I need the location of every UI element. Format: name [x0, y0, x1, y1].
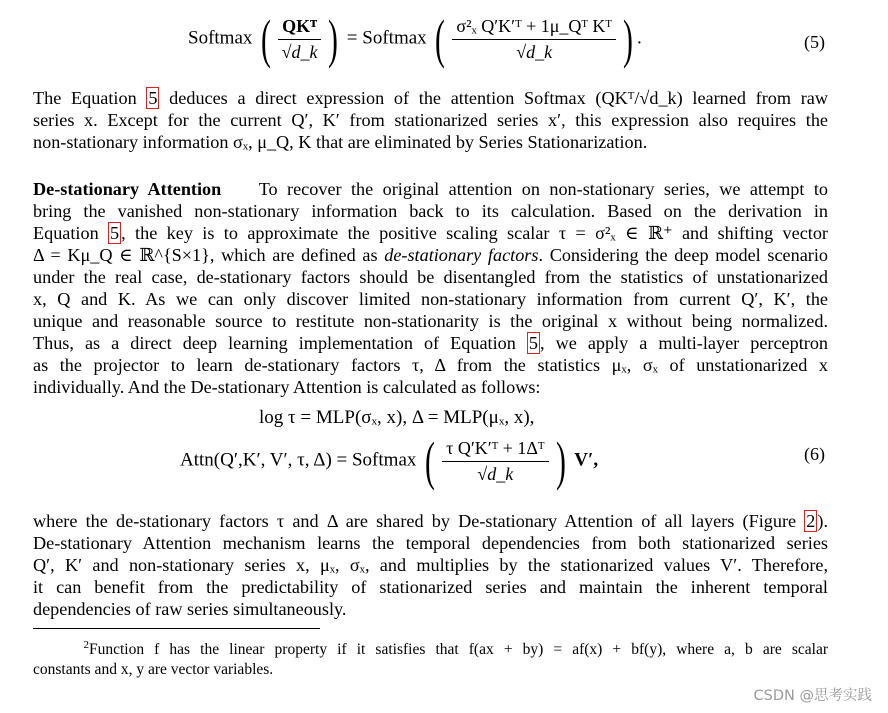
- p3-line-1: where the de-stationary factors τ and Δ are shared by De-stationary Attention of all layers (Figure 2 ).: [33, 511, 828, 531]
- p2-line-4: Δ = Kμ_Q ∈ ℝ^{S×1}, which are defined as de-stationary factors. Considering the deep model scenario: [33, 245, 828, 265]
- p2-line-7: unique and reasonable source to restitute non-stationarity is the original x without being normalized.: [33, 311, 828, 331]
- p3-line-3: Q′, K′ and non-stationary series x, μₓ, σₓ, and multiplies by the stationarized values V′. Therefore,: [33, 555, 828, 575]
- csdn-watermark: CSDN @思考实践: [753, 688, 872, 704]
- paragraph-2: [33, 178, 828, 398]
- p3-line-2: De-stationary Attention mechanism learns the temporal dependencies from both stationarized series: [33, 533, 828, 553]
- p1-line-2: series x. Except for the current Q′, K′ from stationarized series x′, this expression also requires the: [33, 110, 828, 130]
- p2-line-8: Thus, as a direct deep learning implementation of Equation 5 , we apply a multi-layer perceptron: [33, 333, 828, 353]
- paragraph-3: [33, 510, 828, 620]
- p2-line-6: x, Q and K. As we can only discover limited non-stationary information from current Q′, K′, the: [33, 289, 828, 309]
- footnote-line-1: $^2$Function f has the linear property if it satisfies that f(ax + by) = af(x) + bf(y), where a, b are scalar: [83, 639, 828, 659]
- equation-6-line-2: Attn(Q′,K′, V′, τ, Δ) = Softmax ( $\frac{\text{τ Q′K′ᵀ + 1Δᵀ}}{√d\_k}$ ) V′,: [180, 431, 599, 491]
- p3-line-4: it can benefit from the predictability of stationarized series and maintain the inherent temporal: [33, 577, 828, 597]
- footnote-rule: [33, 628, 320, 629]
- eq5-right-fraction: $\frac{\text{σ²ₓ Q′K′ᵀ + 1μ\_Qᵀ Kᵀ}}{√d\_k}$: [452, 16, 616, 63]
- p2-line-1: De-stationary Attention To recover the original attention on non-stationary series, we attempt to: [33, 179, 828, 199]
- equation-5-link[interactable]: 5: [528, 333, 538, 353]
- eq5-softmax-left: Softmax: [188, 27, 253, 49]
- figure-2-link[interactable]: 2: [806, 511, 816, 531]
- eq5-left-fraction: $\frac{\text{QKᵀ}}{√d\_k}$: [278, 16, 321, 63]
- p1-line-1: The Equation 5 deduces a direct expression of the attention Softmax (QKᵀ/√d_k) learned from raw: [33, 88, 828, 108]
- equation-6-number: (6): [804, 444, 825, 464]
- p3-line-5: dependencies of raw series simultaneously.: [33, 599, 347, 619]
- section-heading: De-stationary Attention: [33, 179, 222, 199]
- equation-5-link[interactable]: 5: [148, 88, 158, 108]
- eq5-softmax-right: Softmax: [362, 27, 427, 49]
- eq6-fraction: $\frac{\text{τ Q′K′ᵀ + 1Δᵀ}}{√d\_k}$: [442, 438, 548, 485]
- p2-line-3: Equation 5 , the key is to approximate the positive scaling scalar τ = σ²ₓ ∈ ℝ⁺ and shifting vector: [33, 223, 828, 243]
- p2-line-10: individually. And the De-stationary Attention is calculated as follows:: [33, 377, 541, 397]
- footnote-line-2: constants and x, y are vector variables.: [33, 661, 274, 679]
- equation-5: Softmax ( $\frac{\text{QKᵀ}}{√d\_k}$ ) = Softmax ( $\frac{\text{σ²ₓ Q′K′ᵀ + 1μ\_Qᵀ Kᵀ}}{√d\_k}$ ) .: [188, 9, 642, 69]
- p1-line-3: non-stationary information σₓ, μ_Q, K that are eliminated by Series Stationarization.: [33, 132, 648, 152]
- p2-line-5: under the real case, de-stationary factors should be disentangled from the statistics of unstationarized: [33, 267, 828, 287]
- p2-line-9: as the projector to learn de-stationary factors τ, Δ from the statistics μₓ, σₓ of unstationarized x: [33, 355, 828, 375]
- equation-5-link[interactable]: 5: [110, 223, 120, 243]
- footnote-mark: 2: [83, 639, 89, 651]
- paragraph-1: [33, 87, 828, 153]
- equation-5-number: (5): [804, 32, 825, 52]
- p2-line-2: bring the vanished non-stationary information back to its calculation. Based on the derivation in: [33, 201, 828, 221]
- equation-6-line-1: log τ = MLP(σₓ, x), Δ = MLP(μₓ, x),: [259, 407, 535, 428]
- footnote: [33, 635, 828, 680]
